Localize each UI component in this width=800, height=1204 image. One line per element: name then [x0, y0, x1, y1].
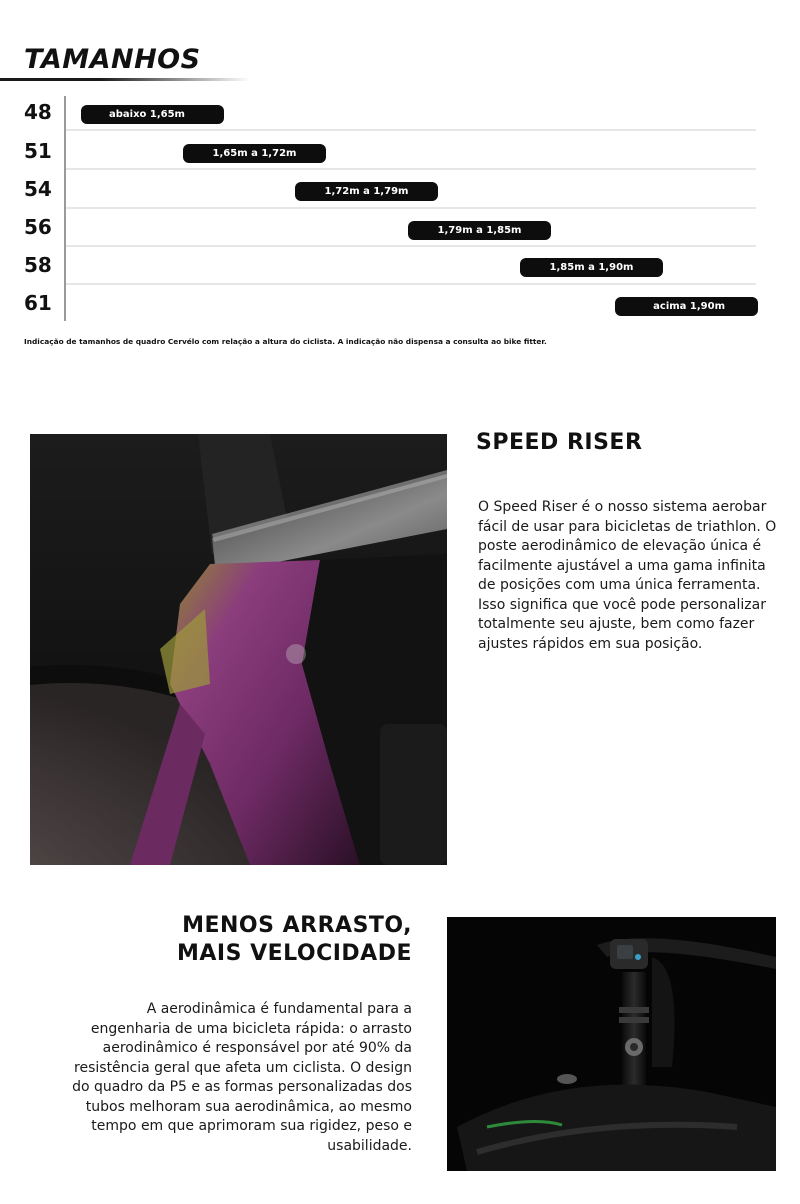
drag-heading: [177, 912, 412, 968]
title-underline: [0, 78, 250, 81]
speed-riser-text: O Speed Riser é o nosso sistema aerobar fácil de usar para bicicletas de triathlon. O poste aerodinâmico de elevação única é facilmente ajustável a uma gama infinita de posições com uma única ferramenta. Isso significa que você pode personalizar totalmente seu ajuste, bem como fazer ajustes rápidos em sua posição.: [478, 499, 777, 652]
drag-heading-line2: MAIS VELOCIDADE: [176, 941, 412, 966]
height-range-51: 1,65m a 1,72m: [183, 144, 326, 163]
size-label-54: 54: [24, 177, 52, 201]
height-range-56: 1,79m a 1,85m: [408, 221, 551, 240]
size-label-61: 61: [24, 291, 52, 315]
height-range-54: 1,72m a 1,79m: [295, 182, 438, 201]
bike-frame-photo: [30, 434, 447, 865]
size-label-58: 58: [24, 253, 52, 277]
bike-cockpit-photo: [447, 917, 776, 1171]
height-range-61: acima 1,90m: [615, 297, 758, 316]
grid-line: [66, 207, 756, 209]
sizes-title: TAMANHOS: [24, 44, 201, 75]
size-label-51: 51: [24, 139, 52, 163]
sizes-note: Indicação de tamanhos de quadro Cervélo com relação a altura do ciclista. A indicação não dispensa a consulta ao bike fitter.: [24, 337, 547, 346]
grid-line: [66, 129, 756, 131]
drag-heading-line1: MENOS ARRASTO,: [182, 913, 412, 938]
speed-riser-heading: SPEED RISER: [476, 430, 643, 455]
grid-line: [66, 168, 756, 170]
grid-line: [66, 283, 756, 285]
height-range-58: 1,85m a 1,90m: [520, 258, 663, 277]
height-range-48: abaixo 1,65m: [81, 105, 224, 124]
size-label-48: 48: [24, 100, 52, 124]
grid-line: [66, 245, 756, 247]
size-label-56: 56: [24, 215, 52, 239]
drag-text: A aerodinâmica é fundamental para a engenharia de uma bicicleta rápida: o arrasto aerodinâmico é responsável por até 90% da resistência geral que afeta um ciclista. O design do quadro da P5 e as formas personalizadas dos tubos melhoram sua aerodinâmica, ao mesmo tempo em que aprimoram sua rigidez, peso e usabilidade.: [72, 1001, 412, 1154]
